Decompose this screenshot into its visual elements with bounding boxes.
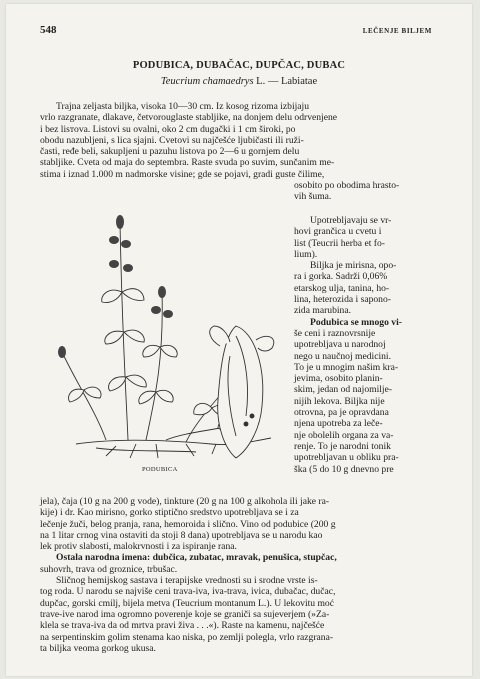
family-name: L. — Labiatae	[253, 76, 318, 87]
text-line: i bez lisтova. Listovi su ovalni, oko 2 cm dugački i 1 cm široki, po	[40, 123, 296, 135]
text-line: ška (5 do 10 g dnevno pre	[294, 463, 394, 475]
text-line: še ceni i raznovrsnije	[294, 327, 376, 339]
text-line: na serpentinskim golim stenama kao niska, po zemlji polegla, vrlo razgrana-	[40, 631, 334, 643]
text-line: trave-ive narod ima ogromno poverenje koje se graniči sa sujeverjem (»Za-	[40, 608, 330, 620]
text-line: ra i gorka. Sadrži 0,06%	[294, 271, 388, 283]
text-line: nijih lekova. Biljka nije	[294, 395, 385, 407]
text-line: na 1 litar crnog vina ostaviti da stoji 8 dana) upotrebljava se u narodu kao	[40, 529, 323, 541]
figure-caption: PODUBICA	[142, 466, 178, 473]
text-line: kije) i dr. Kao mirisno, gorko stiptično sredstvo upotrebljava se i za	[40, 507, 299, 519]
text-line: zida marubina.	[294, 305, 352, 317]
text-line: jevima, osobito planin-	[294, 373, 383, 385]
text-line: jela), čaja (10 g na 200 g vode), tinkture (20 g na 100 g alkohola ili jake ra-	[40, 496, 330, 507]
text-line: Upotrebljavaju se vr-	[310, 215, 392, 226]
text-line: nego u naučnoj medicini.	[294, 350, 391, 362]
text-line: hovi grančica u cvetu i	[294, 226, 382, 238]
text-line: lium).	[294, 248, 318, 260]
text-line: stima i iznad 1.000 m nadmorske visine; gde se pojavi, gradi guste čilime,	[40, 168, 325, 180]
text-line: ta biljka veoma gorkog ukusa.	[40, 642, 156, 654]
latin-name: Teucrium chamaedrys	[160, 76, 254, 87]
text-line: osobito po obodima hrasto-	[294, 180, 400, 192]
text-line: etarskog ulja, tanina, ho-	[294, 282, 390, 294]
text-line: dupčac, gorski cmilj, bijela metva (Teucrium montanum L.). U lekovitu moć	[40, 597, 334, 609]
text-line: otrovna, pa je opravdana	[294, 407, 389, 419]
book-page	[6, 4, 472, 676]
text-line: upotrebljava u narodnoj	[294, 339, 386, 351]
text-line: tog roda. U narodu se najviše ceni trava-iva, iva-trava, ivica, dubačac, dučac,	[40, 586, 336, 598]
article-subtitle	[6, 76, 472, 87]
page-number: 548	[40, 24, 57, 36]
text-line: Biljka je mirisna, opo-	[310, 260, 397, 272]
text-line: obodu nazubljeni, s lica sjajni. Cvetovi su najčešće ljubičasti ili ruži-	[40, 134, 304, 146]
text-line: njena upotreba za lečе-	[294, 418, 383, 430]
article-title: PODUBICA, DUBAČAC, DUPČAC, DUBAC	[132, 60, 346, 71]
main-text-continuation	[40, 496, 442, 654]
text-line: vrlo razgranate, dlakave, četvorouglaste stabljike, na donjem delu odrvenjene	[40, 112, 338, 124]
text-line: upotrebljavan u obliku pra-	[294, 452, 399, 464]
text-line: skim, jedan od najomilje-	[294, 384, 393, 396]
text-line: klela se trava-iva da od mrtva pravi živa . . .«). Raste na kamenu, najčešće	[40, 620, 325, 632]
text-line: časti, ređe beli, sakupljeni u pazuhu listova po 2—6 u gornjem delu	[40, 146, 300, 158]
side-column	[294, 215, 442, 475]
text-line: Podubica se mnogo vi-	[310, 316, 402, 328]
text-line: Sličnog hemijskog sastava i terapijske vrednosti su i srodne vrste is-	[56, 575, 318, 587]
text-line: Ostala narodna imena: dubčica, zubatac, mravak, penušica, stupčac,	[56, 552, 337, 564]
text-line: nje obolelih organa za va-	[294, 429, 394, 441]
text-line: suhovrh, trava od groznice, trbušac.	[40, 563, 178, 575]
flower-detail-illustration	[206, 316, 286, 466]
text-line: lina, heterozida i sapono-	[294, 294, 391, 306]
text-line: list (Teucrii herba et fo-	[294, 237, 385, 249]
text-line: vih šuma.	[294, 191, 332, 203]
text-line: stabljike. Cveta od maja do septembra. Raste svuda po suvim, sunčanim me-	[40, 157, 335, 169]
text-line: Trajna zeljasta biljka, visoka 10—30 cm. Iz kosog rizoma izbijaju	[56, 101, 310, 112]
text-line: lečenje žuči, belog pranja, rana, hemoroida i slično. Vino od podubice (200 g	[40, 518, 336, 530]
text-line: renje. To je narodni tonik	[294, 440, 391, 452]
text-line: To je u mnogim našim kra-	[294, 361, 399, 373]
text-line: lek protiv slabosti, malokrvnosti i za ispiranje rana.	[40, 541, 237, 553]
running-title: LEČENJE BILJEM	[362, 27, 432, 35]
